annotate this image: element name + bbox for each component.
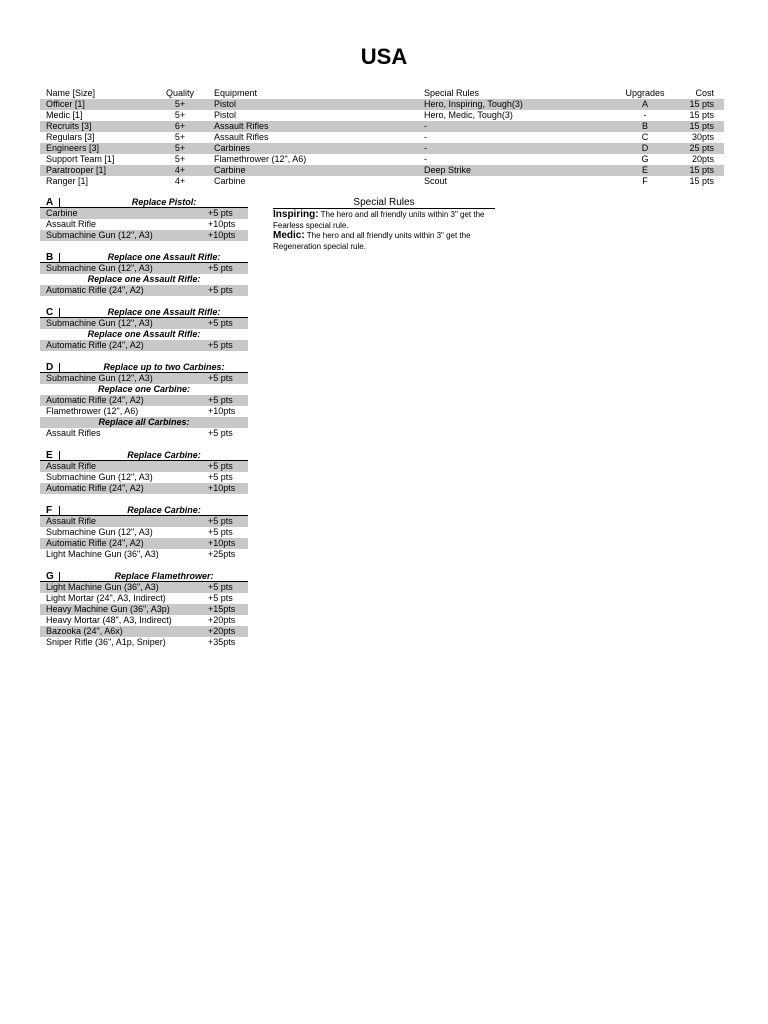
unit-quality: 5+ xyxy=(152,99,208,110)
unit-name: Officer [1] xyxy=(40,99,152,110)
upgrade-option-name: Automatic Rifle (24", A2) xyxy=(46,340,144,350)
unit-equipment: Pistol xyxy=(208,99,418,110)
upgrade-option-name: Bazooka (24", A6x) xyxy=(46,626,123,636)
upgrade-option-cost: +10pts xyxy=(208,219,236,229)
upgrade-option-name: Sniper Rifle (36", A1p, Sniper) xyxy=(46,637,166,647)
special-rule-text: The hero and all friendly units within 3" get the Fearless special rule. xyxy=(273,210,485,230)
unit-cost: 15 pts xyxy=(672,165,724,176)
header-equipment: Equipment xyxy=(214,88,258,98)
upgrade-option-name: Automatic Rifle (24", A2) xyxy=(46,483,144,493)
group-divider xyxy=(59,451,60,460)
upgrade-option-row xyxy=(40,593,248,604)
upgrade-group-a xyxy=(40,197,248,241)
upgrade-option-row xyxy=(40,538,248,549)
upgrade-group-d xyxy=(40,362,248,439)
upgrade-option-row xyxy=(40,373,248,384)
upgrade-group-title: Replace Pistol: xyxy=(131,197,197,207)
unit-row xyxy=(40,143,724,154)
upgrade-option-row xyxy=(40,527,248,538)
upgrade-group-title: Replace one Assault Rifle: xyxy=(107,252,221,262)
unit-special-rules: - xyxy=(424,132,427,142)
unit-name: Engineers [3] xyxy=(40,143,152,154)
upgrade-option-row xyxy=(40,428,248,439)
upgrade-option-row xyxy=(40,208,248,219)
upgrade-group-header xyxy=(40,571,248,582)
upgrade-option-cost: +35pts xyxy=(208,637,236,647)
unit-row xyxy=(40,176,724,187)
upgrade-option-row xyxy=(40,615,248,626)
unit-special-rules: - xyxy=(424,154,427,164)
upgrade-option-cost: +5 pts xyxy=(208,318,233,328)
upgrade-option-row xyxy=(40,219,248,230)
unit-quality: 5+ xyxy=(174,110,186,120)
unit-row xyxy=(40,110,724,121)
upgrade-option-cost: +10pts xyxy=(208,406,236,416)
special-rules-heading: Special Rules xyxy=(273,197,495,209)
unit-upgrades: G xyxy=(641,154,649,164)
unit-cost: 15 pts xyxy=(672,99,724,110)
upgrade-option-cost: +5 pts xyxy=(208,516,233,526)
unit-upgrades: D xyxy=(618,143,672,154)
header-name: Name [Size] xyxy=(46,88,96,98)
unit-upgrades: C xyxy=(641,132,649,142)
upgrade-group-header xyxy=(40,252,248,263)
upgrade-group-title: Replace Flamethrower: xyxy=(114,571,214,581)
unit-row xyxy=(40,132,724,143)
unit-equipment: Pistol xyxy=(214,110,237,120)
upgrade-option-row xyxy=(40,340,248,351)
unit-row xyxy=(40,121,724,132)
upgrade-option-name: Submachine Gun (12", A3) xyxy=(46,318,153,328)
upgrade-option-cost: +25pts xyxy=(208,549,236,559)
upgrade-option-row xyxy=(40,472,248,483)
upgrade-option-cost: +10pts xyxy=(208,538,236,548)
unit-equipment: Carbines xyxy=(208,143,418,154)
upgrade-group-letter: A xyxy=(46,197,54,208)
header-special-rules: Special Rules xyxy=(424,88,480,98)
header-quality: Quality xyxy=(165,88,194,98)
upgrade-group-g xyxy=(40,571,248,648)
page-title: USA xyxy=(360,44,408,69)
upgrade-option-name: Assault Rifle xyxy=(46,516,97,526)
upgrade-group-letter: E xyxy=(46,450,53,461)
unit-cost: 15 pts xyxy=(672,121,724,132)
upgrade-option-row xyxy=(40,604,248,615)
upgrade-option-cost: +10pts xyxy=(208,230,236,240)
unit-special-rules: Deep Strike xyxy=(418,165,618,176)
upgrade-option-cost: +5 pts xyxy=(208,472,233,482)
upgrade-option-name: Assault Rifle xyxy=(46,461,97,471)
upgrade-option-name: Light Machine Gun (36", A3) xyxy=(46,582,159,592)
upgrade-option-row xyxy=(40,461,248,472)
unit-equipment: Assault Rifles xyxy=(214,132,269,142)
special-rule xyxy=(273,231,495,252)
upgrade-group-header xyxy=(40,505,248,516)
upgrade-group-e xyxy=(40,450,248,494)
group-divider xyxy=(59,198,60,207)
upgrade-option-name: Submachine Gun (12", A3) xyxy=(46,472,153,482)
unit-cost: 20pts xyxy=(691,154,714,164)
unit-quality: 4+ xyxy=(174,176,186,186)
upgrade-group-title: Replace one Assault Rifle: xyxy=(107,307,221,317)
unit-equipment: Carbine xyxy=(208,165,418,176)
upgrade-option-row xyxy=(40,395,248,406)
upgrade-option-name: Heavy Mortar (48", A3, Indirect) xyxy=(46,615,172,625)
upgrade-option-cost: +5 pts xyxy=(208,340,233,350)
header-cost: Cost xyxy=(695,88,714,98)
upgrade-option-cost: +5 pts xyxy=(208,428,233,438)
upgrade-option-name: Flamethrower (12", A6) xyxy=(46,406,139,416)
upgrade-option-row xyxy=(40,263,248,274)
upgrade-option-row xyxy=(40,483,248,494)
upgrade-group-title: Replace Carbine: xyxy=(127,450,201,460)
unit-name: Recruits [3] xyxy=(40,121,152,132)
unit-row xyxy=(40,154,724,165)
upgrade-options xyxy=(40,197,248,659)
upgrade-option-name: Heavy Machine Gun (36", A3p) xyxy=(46,604,170,614)
upgrade-option-cost: +5 pts xyxy=(208,527,233,537)
unit-cost: 30pts xyxy=(691,132,714,142)
unit-upgrades: - xyxy=(643,110,647,120)
upgrade-option-row xyxy=(40,549,248,560)
unit-row xyxy=(40,99,724,110)
unit-special-rules: Hero, Medic, Tough(3) xyxy=(424,110,513,120)
unit-quality: 6+ xyxy=(152,121,208,132)
group-divider xyxy=(59,506,60,515)
upgrade-subheading: Replace one Assault Rifle: xyxy=(87,274,201,284)
upgrade-group-letter: G xyxy=(46,571,54,582)
special-rule-text: The hero and all friendly units within 3" get the Regeneration special rule. xyxy=(273,231,471,251)
upgrade-option-row xyxy=(40,285,248,296)
upgrade-option-name: Light Machine Gun (36", A3) xyxy=(46,549,159,559)
upgrade-option-name: Assault Rifles xyxy=(46,428,101,438)
upgrade-group-b xyxy=(40,252,248,296)
upgrade-subheading: Replace one Assault Rifle: xyxy=(87,329,201,339)
upgrade-option-cost: +5 pts xyxy=(208,208,233,218)
unit-special-rules: - xyxy=(418,121,618,132)
upgrade-group-title: Replace up to two Carbines: xyxy=(103,362,225,372)
unit-upgrades: A xyxy=(618,99,672,110)
upgrade-group-letter: D xyxy=(46,362,54,373)
upgrade-group-title: Replace Carbine: xyxy=(127,505,201,515)
upgrade-option-cost: +5 pts xyxy=(208,263,233,273)
upgrade-option-name: Submachine Gun (12", A3) xyxy=(46,263,153,273)
upgrade-subheading: Replace one Carbine: xyxy=(97,384,191,394)
special-rule xyxy=(273,210,495,231)
unit-quality: 4+ xyxy=(152,165,208,176)
group-divider xyxy=(59,363,60,372)
unit-special-rules: Hero, Inspiring, Tough(3) xyxy=(418,99,618,110)
group-divider xyxy=(59,308,60,317)
upgrade-option-cost: +20pts xyxy=(208,615,236,625)
upgrade-option-name: Assault Rifle xyxy=(46,219,97,229)
unit-equipment: Flamethrower (12", A6) xyxy=(214,154,307,164)
upgrade-option-row xyxy=(40,406,248,417)
unit-upgrades: E xyxy=(618,165,672,176)
upgrade-option-name: Submachine Gun (12", A3) xyxy=(46,373,153,383)
upgrade-group-header xyxy=(40,362,248,373)
upgrade-group-f xyxy=(40,505,248,560)
group-divider xyxy=(59,253,60,262)
upgrade-option-cost: +5 pts xyxy=(208,285,233,295)
upgrade-option-name: Submachine Gun (12", A3) xyxy=(46,527,153,537)
unit-name: Ranger [1] xyxy=(46,176,89,186)
special-rule-name: Inspiring: xyxy=(273,209,319,220)
upgrade-option-name: Submachine Gun (12", A3) xyxy=(46,230,153,240)
upgrade-group-header xyxy=(40,450,248,461)
special-rule-name: Medic: xyxy=(273,230,305,241)
unit-quality: 5+ xyxy=(152,143,208,154)
units-table xyxy=(40,88,724,187)
unit-name: Support Team [1] xyxy=(46,154,115,164)
upgrade-subheading: Replace all Carbines: xyxy=(40,417,248,428)
upgrade-option-name: Light Mortar (24", A3, Indirect) xyxy=(46,593,166,603)
upgrade-group-c xyxy=(40,307,248,351)
special-rules-panel xyxy=(273,197,495,252)
upgrade-group-header xyxy=(40,307,248,318)
upgrade-group-header xyxy=(40,197,248,208)
upgrade-group-letter: F xyxy=(46,505,53,516)
unit-name: Regulars [3] xyxy=(46,132,95,142)
upgrade-option-row xyxy=(40,516,248,527)
upgrade-option-cost: +15pts xyxy=(208,604,236,614)
upgrade-option-row xyxy=(40,318,248,329)
unit-equipment: Carbine xyxy=(214,176,246,186)
upgrade-option-cost: +5 pts xyxy=(208,395,233,405)
unit-name: Paratrooper [1] xyxy=(40,165,152,176)
upgrade-group-letter: C xyxy=(46,307,54,318)
upgrade-option-cost: +5 pts xyxy=(208,373,233,383)
upgrade-option-cost: +20pts xyxy=(208,626,236,636)
unit-cost: 15 pts xyxy=(689,176,714,186)
upgrade-option-cost: +10pts xyxy=(208,483,236,493)
upgrade-option-cost: +5 pts xyxy=(208,461,233,471)
upgrade-option-row xyxy=(40,230,248,241)
unit-special-rules: - xyxy=(418,143,618,154)
upgrade-option-row xyxy=(40,582,248,593)
unit-cost: 25 pts xyxy=(672,143,724,154)
unit-equipment: Assault Rifles xyxy=(208,121,418,132)
upgrade-option-name: Automatic Rifle (24", A2) xyxy=(46,395,144,405)
unit-row xyxy=(40,165,724,176)
header-upgrades: Upgrades xyxy=(625,88,665,98)
units-table-header xyxy=(40,88,724,99)
group-divider xyxy=(59,572,60,581)
upgrade-group-letter: B xyxy=(46,252,54,263)
unit-upgrades: F xyxy=(642,176,648,186)
unit-quality: 5+ xyxy=(174,154,186,164)
upgrade-option-cost: +5 pts xyxy=(208,582,233,592)
upgrade-option-cost: +5 pts xyxy=(208,593,233,603)
upgrade-option-row xyxy=(40,637,248,648)
upgrade-option-name: Automatic Rifle (24", A2) xyxy=(46,538,144,548)
unit-quality: 5+ xyxy=(174,132,186,142)
unit-special-rules: Scout xyxy=(424,176,448,186)
upgrade-option-row xyxy=(40,626,248,637)
unit-upgrades: B xyxy=(618,121,672,132)
upgrade-option-name: Carbine xyxy=(46,208,78,218)
upgrade-option-name: Automatic Rifle (24", A2) xyxy=(46,285,144,295)
unit-cost: 15 pts xyxy=(689,110,714,120)
unit-name: Medic [1] xyxy=(46,110,83,120)
